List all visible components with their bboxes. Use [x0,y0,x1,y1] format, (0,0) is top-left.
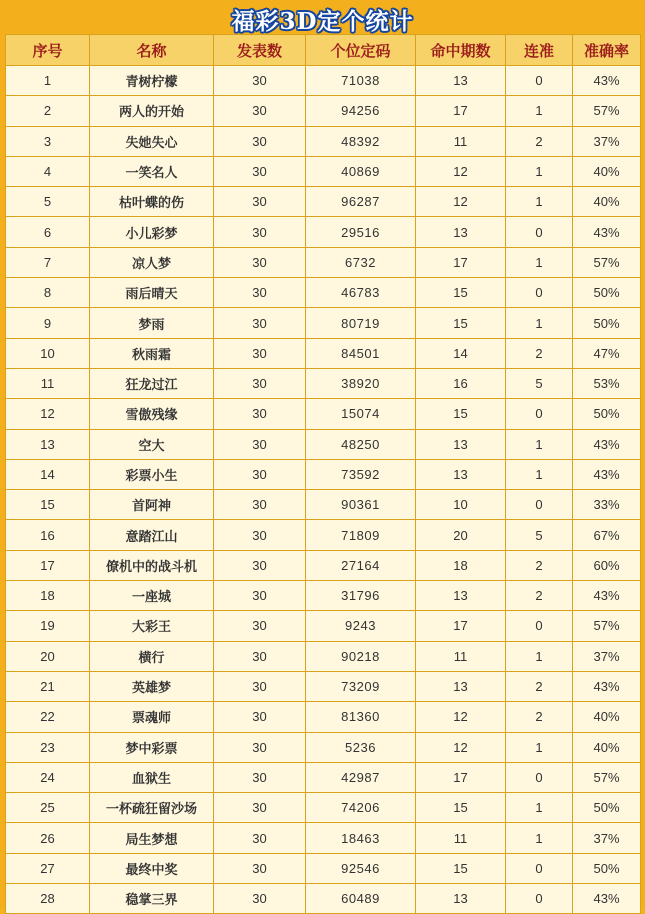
cell-accuracy: 43% [573,66,641,96]
cell-post-count: 30 [214,429,306,459]
cell-index: 19 [6,611,90,641]
page-title: 福彩3D定个统计 [231,7,414,35]
cell-hit-periods: 15 [416,308,506,338]
cell-hit-periods: 12 [416,732,506,762]
cell-index: 7 [6,247,90,277]
cell-codes: 40869 [306,156,416,186]
cell-name: 首阿神 [90,490,214,520]
cell-name: 青树柠檬 [90,66,214,96]
cell-index: 20 [6,641,90,671]
cell-codes: 15074 [306,399,416,429]
table-header [6,35,641,66]
cell-index: 15 [6,490,90,520]
cell-name: 雪傲残缘 [90,399,214,429]
cell-codes: 94256 [306,96,416,126]
cell-name: 血狱生 [90,762,214,792]
cell-post-count: 30 [214,823,306,853]
cell-index: 25 [6,793,90,823]
cell-streak: 5 [506,368,573,398]
cell-codes: 18463 [306,823,416,853]
cell-name: 英雄梦 [90,671,214,701]
table-row [6,278,641,308]
cell-hit-periods: 13 [416,884,506,914]
cell-post-count: 30 [214,702,306,732]
cell-hit-periods: 20 [416,520,506,550]
cell-accuracy: 50% [573,853,641,883]
cell-hit-periods: 10 [416,490,506,520]
cell-post-count: 30 [214,853,306,883]
cell-codes: 42987 [306,762,416,792]
cell-post-count: 30 [214,520,306,550]
table-row [6,368,641,398]
table-row [6,671,641,701]
cell-streak: 2 [506,671,573,701]
cell-name: 横行 [90,641,214,671]
cell-codes: 27164 [306,550,416,580]
cell-name: 失她失心 [90,126,214,156]
statistics-table [5,34,641,914]
cell-index: 4 [6,156,90,186]
cell-accuracy: 43% [573,671,641,701]
table-row [6,156,641,186]
column-header-accuracy: 准确率 [573,35,641,66]
table-header-row [6,35,641,66]
cell-accuracy: 57% [573,611,641,641]
cell-accuracy: 43% [573,581,641,611]
cell-streak: 1 [506,459,573,489]
cell-index: 12 [6,399,90,429]
cell-post-count: 30 [214,126,306,156]
cell-streak: 2 [506,702,573,732]
cell-index: 10 [6,338,90,368]
cell-hit-periods: 18 [416,550,506,580]
cell-index: 9 [6,308,90,338]
cell-name: 梦中彩票 [90,732,214,762]
column-header-codes: 个位定码 [306,35,416,66]
cell-index: 6 [6,217,90,247]
cell-accuracy: 57% [573,762,641,792]
cell-accuracy: 57% [573,96,641,126]
table-row [6,550,641,580]
cell-codes: 38920 [306,368,416,398]
cell-post-count: 30 [214,490,306,520]
cell-post-count: 30 [214,338,306,368]
cell-hit-periods: 15 [416,399,506,429]
cell-index: 17 [6,550,90,580]
cell-post-count: 30 [214,187,306,217]
cell-post-count: 30 [214,308,306,338]
cell-hit-periods: 13 [416,671,506,701]
table-row [6,217,641,247]
cell-streak: 0 [506,217,573,247]
cell-post-count: 30 [214,581,306,611]
cell-index: 2 [6,96,90,126]
cell-post-count: 30 [214,671,306,701]
table-row [6,96,641,126]
cell-codes: 9243 [306,611,416,641]
cell-hit-periods: 15 [416,278,506,308]
cell-accuracy: 47% [573,338,641,368]
cell-name: 梦雨 [90,308,214,338]
cell-codes: 92546 [306,853,416,883]
column-header-post-count: 发表数 [214,35,306,66]
cell-post-count: 30 [214,611,306,641]
cell-accuracy: 53% [573,368,641,398]
cell-name: 僚机中的战斗机 [90,550,214,580]
cell-codes: 90218 [306,641,416,671]
table-row [6,66,641,96]
cell-accuracy: 37% [573,126,641,156]
cell-accuracy: 50% [573,308,641,338]
cell-accuracy: 60% [573,550,641,580]
cell-name: 一座城 [90,581,214,611]
cell-streak: 1 [506,641,573,671]
cell-index: 18 [6,581,90,611]
cell-streak: 1 [506,429,573,459]
cell-accuracy: 40% [573,187,641,217]
cell-hit-periods: 17 [416,762,506,792]
cell-name: 小儿彩梦 [90,217,214,247]
cell-streak: 0 [506,66,573,96]
cell-index: 22 [6,702,90,732]
cell-accuracy: 50% [573,793,641,823]
cell-accuracy: 40% [573,156,641,186]
cell-name: 最终中奖 [90,853,214,883]
cell-name: 两人的开始 [90,96,214,126]
cell-streak: 5 [506,520,573,550]
cell-post-count: 30 [214,762,306,792]
cell-streak: 0 [506,762,573,792]
cell-codes: 60489 [306,884,416,914]
table-row [6,399,641,429]
cell-hit-periods: 15 [416,793,506,823]
cell-post-count: 30 [214,278,306,308]
cell-index: 13 [6,429,90,459]
cell-codes: 48392 [306,126,416,156]
cell-name: 彩票小生 [90,459,214,489]
cell-codes: 5236 [306,732,416,762]
cell-hit-periods: 13 [416,66,506,96]
cell-accuracy: 40% [573,702,641,732]
cell-index: 24 [6,762,90,792]
column-header-streak: 连准 [506,35,573,66]
cell-accuracy: 57% [573,247,641,277]
cell-hit-periods: 11 [416,126,506,156]
cell-hit-periods: 17 [416,247,506,277]
cell-accuracy: 37% [573,823,641,853]
cell-index: 16 [6,520,90,550]
column-header-index: 序号 [6,35,90,66]
cell-index: 11 [6,368,90,398]
title-bar [5,4,640,34]
cell-streak: 1 [506,187,573,217]
cell-name: 枯叶蝶的伤 [90,187,214,217]
cell-hit-periods: 12 [416,156,506,186]
cell-index: 5 [6,187,90,217]
cell-hit-periods: 11 [416,823,506,853]
table-body [6,66,641,914]
cell-index: 14 [6,459,90,489]
table-row [6,308,641,338]
table-row [6,611,641,641]
cell-post-count: 30 [214,247,306,277]
cell-streak: 1 [506,308,573,338]
cell-streak: 0 [506,884,573,914]
cell-codes: 73592 [306,459,416,489]
table-row [6,823,641,853]
table-row [6,187,641,217]
table-row [6,520,641,550]
cell-codes: 48250 [306,429,416,459]
cell-index: 1 [6,66,90,96]
cell-accuracy: 43% [573,459,641,489]
cell-streak: 0 [506,278,573,308]
cell-streak: 1 [506,96,573,126]
cell-name: 雨后晴天 [90,278,214,308]
cell-name: 一杯疏狂留沙场 [90,793,214,823]
cell-post-count: 30 [214,793,306,823]
cell-streak: 2 [506,126,573,156]
cell-accuracy: 50% [573,399,641,429]
cell-index: 23 [6,732,90,762]
table-row [6,853,641,883]
cell-name: 凉人梦 [90,247,214,277]
cell-codes: 84501 [306,338,416,368]
cell-index: 28 [6,884,90,914]
cell-post-count: 30 [214,641,306,671]
cell-index: 21 [6,671,90,701]
cell-hit-periods: 13 [416,459,506,489]
cell-hit-periods: 12 [416,187,506,217]
cell-codes: 31796 [306,581,416,611]
cell-accuracy: 67% [573,520,641,550]
cell-hit-periods: 11 [416,641,506,671]
cell-post-count: 30 [214,66,306,96]
table-row [6,338,641,368]
cell-streak: 1 [506,247,573,277]
table-row [6,490,641,520]
cell-streak: 1 [506,156,573,186]
table-row [6,793,641,823]
cell-index: 3 [6,126,90,156]
cell-accuracy: 50% [573,278,641,308]
cell-hit-periods: 13 [416,429,506,459]
cell-streak: 1 [506,793,573,823]
cell-name: 一笑名人 [90,156,214,186]
cell-codes: 96287 [306,187,416,217]
table-row [6,247,641,277]
cell-name: 局生梦想 [90,823,214,853]
cell-streak: 2 [506,338,573,368]
cell-hit-periods: 17 [416,611,506,641]
cell-hit-periods: 17 [416,96,506,126]
cell-accuracy: 43% [573,884,641,914]
cell-codes: 80719 [306,308,416,338]
cell-accuracy: 40% [573,732,641,762]
cell-name: 空大 [90,429,214,459]
cell-streak: 0 [506,490,573,520]
cell-codes: 90361 [306,490,416,520]
cell-hit-periods: 12 [416,702,506,732]
cell-post-count: 30 [214,156,306,186]
cell-streak: 1 [506,732,573,762]
cell-accuracy: 43% [573,429,641,459]
cell-hit-periods: 14 [416,338,506,368]
cell-post-count: 30 [214,399,306,429]
cell-codes: 29516 [306,217,416,247]
table-row [6,641,641,671]
cell-post-count: 30 [214,732,306,762]
table-row [6,762,641,792]
cell-name: 意踏江山 [90,520,214,550]
cell-post-count: 30 [214,217,306,247]
table-row [6,581,641,611]
cell-post-count: 30 [214,550,306,580]
cell-accuracy: 33% [573,490,641,520]
cell-post-count: 30 [214,368,306,398]
cell-post-count: 30 [214,884,306,914]
cell-accuracy: 37% [573,641,641,671]
cell-streak: 2 [506,550,573,580]
column-header-hit-periods: 命中期数 [416,35,506,66]
cell-codes: 71038 [306,66,416,96]
column-header-name: 名称 [90,35,214,66]
cell-accuracy: 43% [573,217,641,247]
cell-hit-periods: 13 [416,217,506,247]
table-row [6,126,641,156]
table-row [6,732,641,762]
cell-codes: 81360 [306,702,416,732]
cell-index: 8 [6,278,90,308]
cell-hit-periods: 16 [416,368,506,398]
cell-hit-periods: 13 [416,581,506,611]
table-row [6,702,641,732]
cell-name: 狂龙过江 [90,368,214,398]
table-row [6,429,641,459]
table-row [6,459,641,489]
cell-streak: 0 [506,611,573,641]
cell-hit-periods: 15 [416,853,506,883]
cell-index: 27 [6,853,90,883]
cell-post-count: 30 [214,459,306,489]
cell-codes: 46783 [306,278,416,308]
cell-streak: 0 [506,399,573,429]
cell-codes: 71809 [306,520,416,550]
cell-codes: 73209 [306,671,416,701]
cell-name: 秋雨霜 [90,338,214,368]
cell-index: 26 [6,823,90,853]
cell-codes: 74206 [306,793,416,823]
cell-streak: 1 [506,823,573,853]
cell-post-count: 30 [214,96,306,126]
cell-name: 票魂师 [90,702,214,732]
cell-streak: 0 [506,853,573,883]
cell-name: 大彩王 [90,611,214,641]
cell-codes: 6732 [306,247,416,277]
table-row [6,884,641,914]
cell-name: 稳掌三界 [90,884,214,914]
cell-streak: 2 [506,581,573,611]
